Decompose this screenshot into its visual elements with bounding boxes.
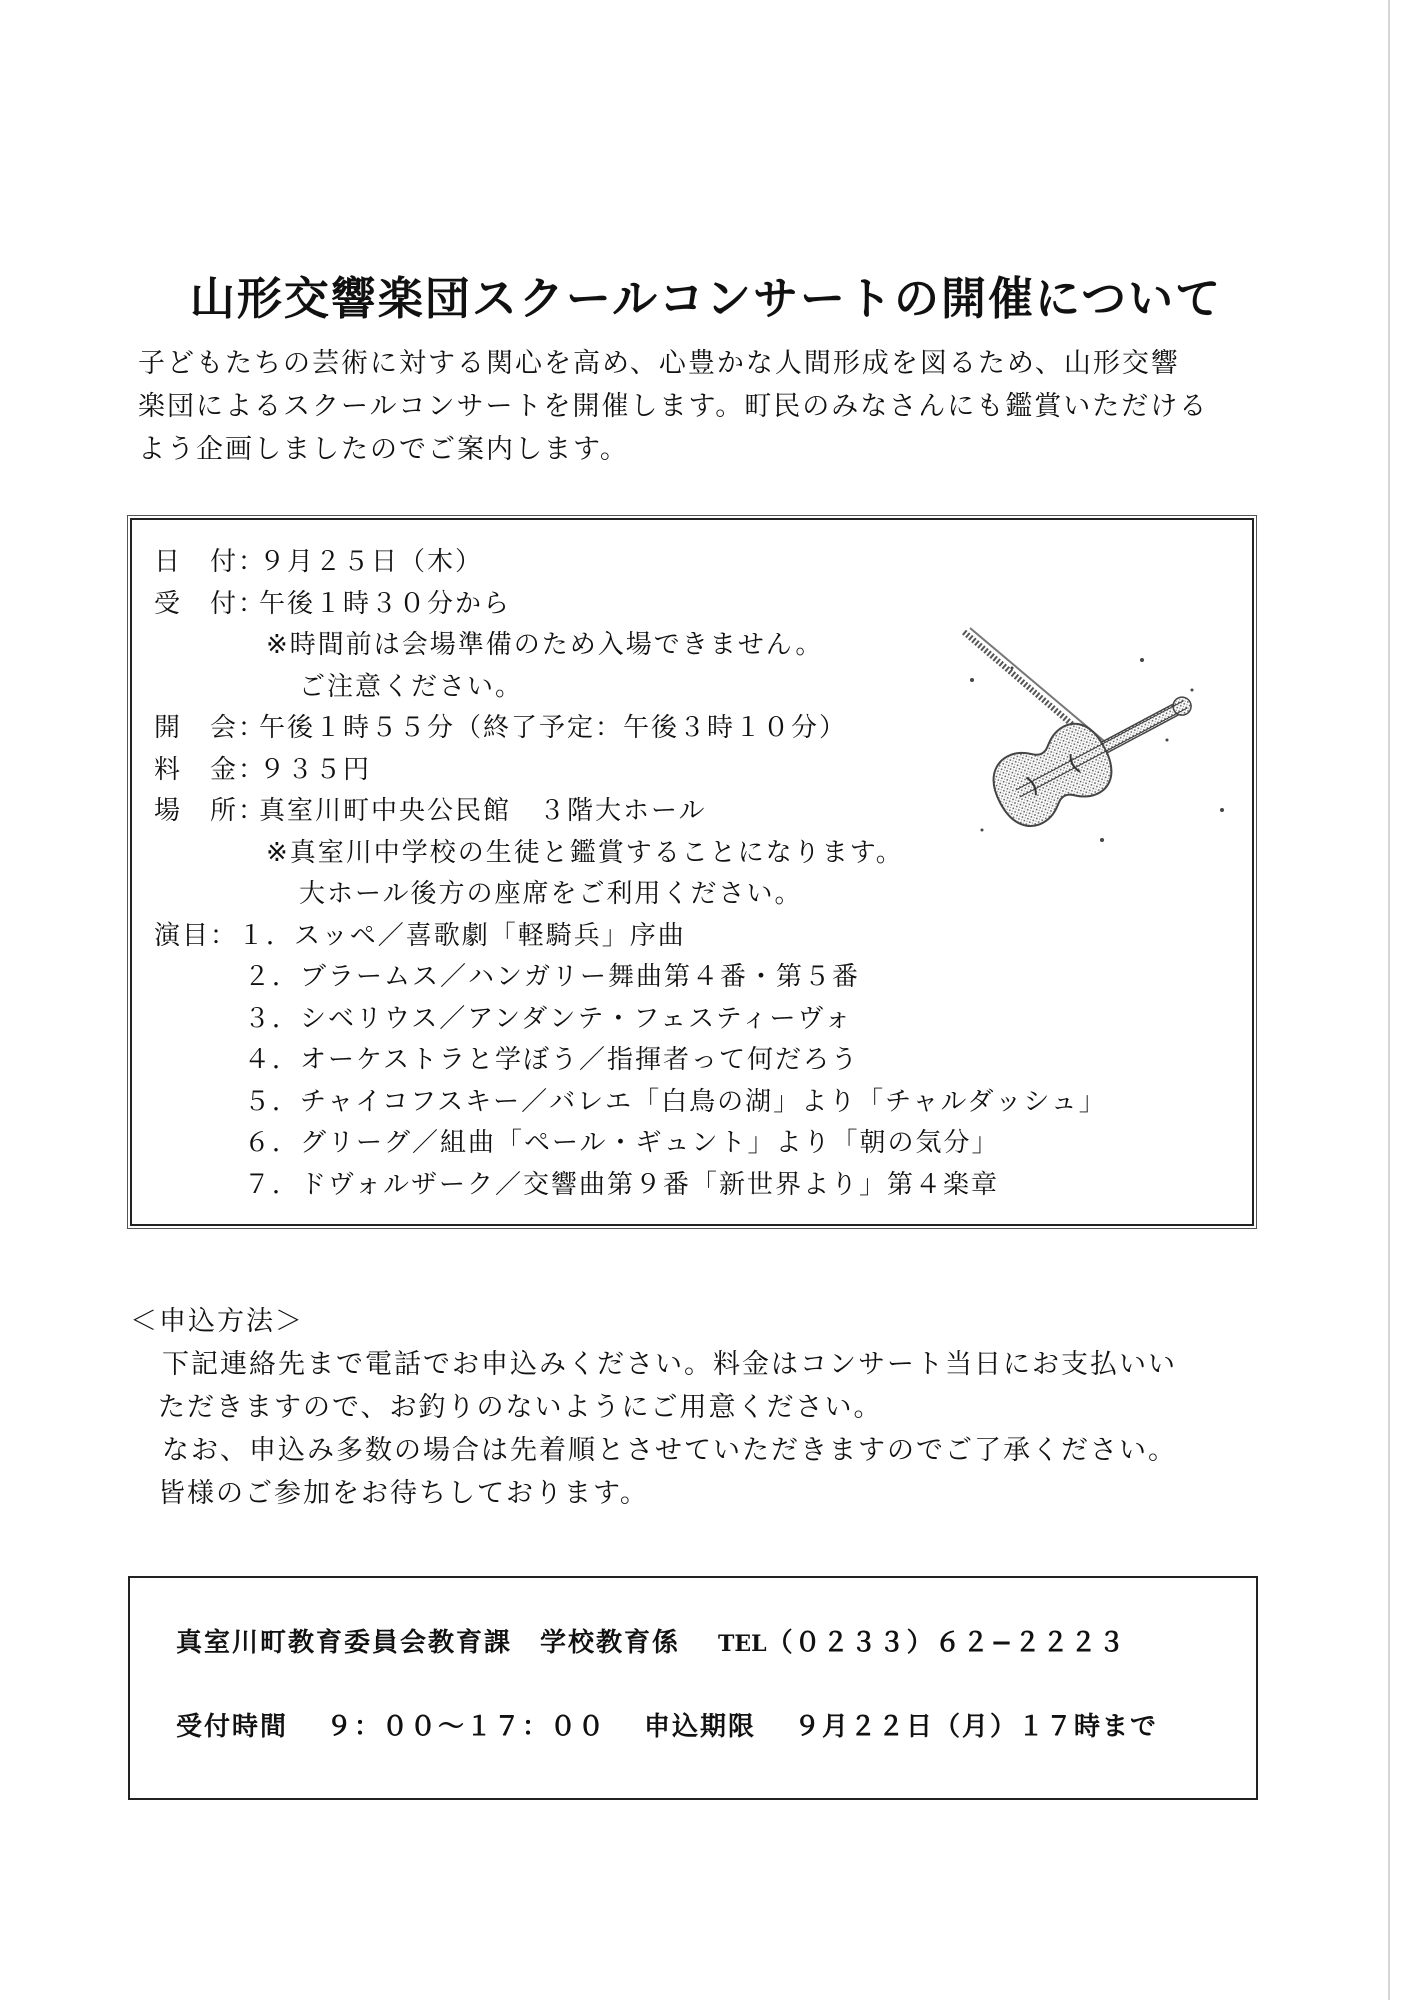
intro-paragraph [138, 342, 1268, 471]
open-value: 午後１時５５分（終了予定：午後３時１０分） [259, 713, 848, 743]
intro-line-3: よう企画しましたのでご案内します。 [138, 434, 629, 465]
program-item-7: ７．ドヴォルザーク／交響曲第９番「新世界より」第４楽章 [244, 1169, 999, 1200]
application-section [130, 1300, 1274, 1515]
application-p1-line1: 下記連絡先まで電話でお申込みください。料金はコンサート当日にお支払いい [162, 1349, 1177, 1380]
open-label: 開 会： [154, 713, 267, 743]
fee-value: ９３５円 [259, 754, 372, 785]
reception-row [154, 584, 1107, 626]
application-p1-line2: ただきますので、お釣りのないようにご用意ください。 [158, 1392, 883, 1423]
venue-value: 真室川町中央公民館 ３階大ホール [259, 796, 707, 826]
program-item-4: ４．オーケストラと学ぼう／指揮者って何だろう [244, 1045, 859, 1075]
page-title: 山形交響楽団スクールコンサートの開催について [189, 272, 1223, 326]
venue-label: 場 所： [154, 796, 267, 826]
fee-label: 料 金： [154, 754, 267, 785]
contact-box [128, 1576, 1258, 1800]
venue-note-1: ※真室川中学校の生徒と鑑賞することになります。 [266, 837, 904, 868]
violin-icon [952, 620, 1242, 850]
contact-line-1 [176, 1622, 1126, 1659]
deadline-label: 申込期限 [644, 1712, 757, 1742]
date-value: ９月２５日（木） [259, 547, 484, 577]
program-item-3: ３．シベリウス／アンダンテ・フェスティーヴォ [244, 1003, 853, 1034]
contact-office: 真室川町教育委員会教育課 学校教育係 [176, 1628, 681, 1658]
date-row [154, 542, 1107, 584]
hours-value: ９：００〜１７：００ [326, 1712, 607, 1742]
tel-label: TEL [718, 1631, 767, 1657]
reception-note-2: ご注意ください。 [299, 671, 524, 702]
reception-note-1: ※時間前は会場準備のため入場できません。 [266, 630, 824, 660]
hours-label: 受付時間 [176, 1712, 289, 1742]
intro-line-2: 楽団によるスクールコンサートを開催します。町民のみなさんにも鑑賞いただける [138, 391, 1209, 422]
application-heading: ＜申込方法＞ [130, 1306, 304, 1337]
venue-note-2: 大ホール後方の座席をご利用ください。 [299, 879, 803, 909]
tel-number: （０２３３）６２−２２２３ [766, 1628, 1127, 1658]
program-item-2: ２．ブラームス／ハンガリー舞曲第４番・第５番 [244, 962, 861, 992]
program-label: 演目： [154, 920, 239, 951]
program-item-5: ５．チャイコフスキー／バレエ「白鳥の湖」より「チャルダッシュ」 [244, 1086, 1107, 1117]
application-p2-line1: なお、申込み多数の場合は先着順とさせていただきますのでご了承ください。 [162, 1435, 1177, 1466]
deadline-value: ９月２２日（月）１７時まで [794, 1712, 1159, 1742]
event-details-box [130, 518, 1254, 1226]
reception-label: 受 付： [154, 588, 267, 619]
reception-value: 午後１時３０分から [259, 588, 512, 619]
program-item-1: １．スッペ／喜歌劇「軽騎兵」序曲 [238, 920, 686, 951]
contact-line-2 [176, 1706, 1158, 1743]
application-p2-line2: 皆様のご参加をお待ちしております。 [158, 1478, 649, 1509]
program-item-6: ６．グリーグ／組曲「ペール・ギュント」より「朝の気分」 [244, 1128, 1000, 1158]
intro-line-1: 子どもたちの芸術に対する関心を高め、心豊かな人間形成を図るため、山形交響 [138, 348, 1180, 379]
program-row [154, 916, 1107, 958]
date-label: 日 付： [154, 547, 267, 577]
